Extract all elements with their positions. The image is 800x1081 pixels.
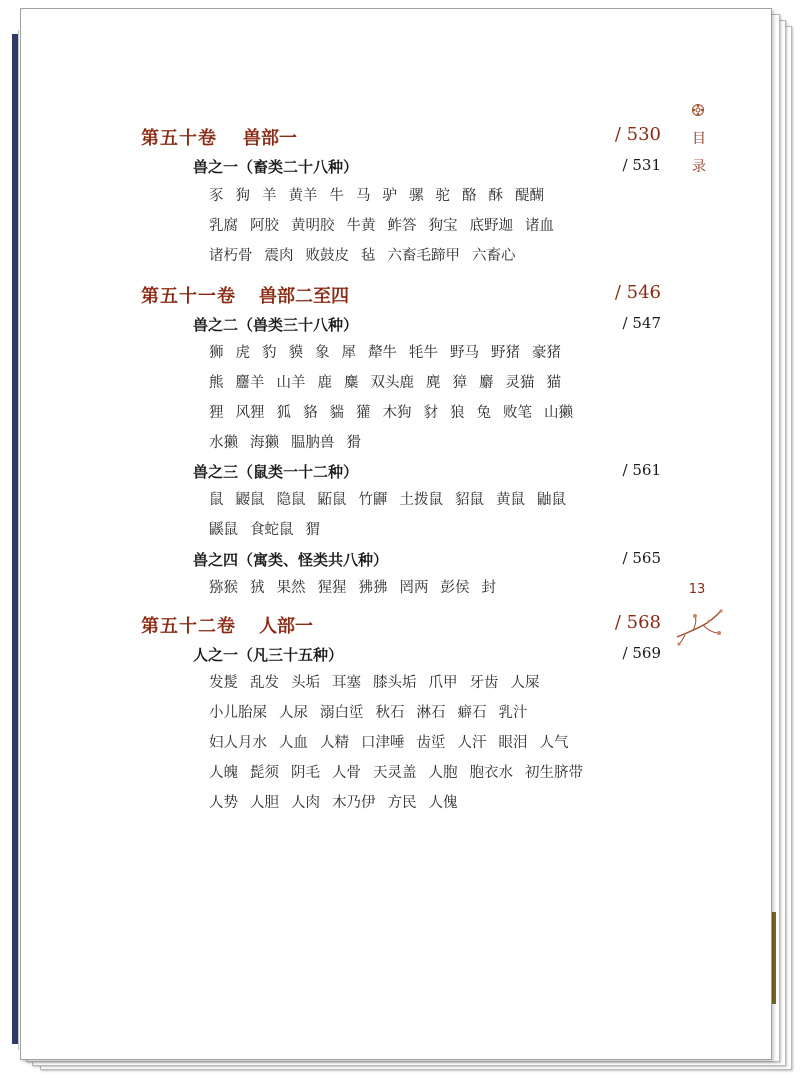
chapter-name: 人部一: [259, 616, 313, 637]
section-page: / 565: [622, 549, 661, 567]
flower-ornament-icon: [691, 103, 705, 117]
toc-entry[interactable]: 人气: [539, 735, 569, 751]
toc-entry[interactable]: 狗宝: [428, 218, 458, 234]
toc-entry[interactable]: 猩猩: [317, 580, 347, 596]
toc-entry[interactable]: 人肉: [291, 795, 320, 811]
toc-entry[interactable]: 彭侯: [440, 580, 470, 596]
toc-entry[interactable]: 豕: [209, 188, 224, 204]
toc-entry[interactable]: 酥: [488, 188, 503, 204]
toc-entry[interactable]: 狨: [250, 580, 265, 596]
toc-entry[interactable]: 黄鼠: [496, 492, 525, 508]
entry-line: [209, 791, 649, 812]
toc-entry[interactable]: 方民: [387, 795, 417, 811]
toc-entry[interactable]: 貂鼠: [455, 492, 484, 508]
toc-entry[interactable]: 人势: [209, 795, 238, 811]
toc-entry[interactable]: 豹: [262, 345, 277, 361]
chapter-heading[interactable]: [141, 124, 661, 150]
toc-entry[interactable]: 双头鹿: [370, 375, 414, 391]
toc-entry[interactable]: 木狗: [382, 405, 412, 421]
chapter-number: 第五十卷: [141, 128, 217, 149]
toc-entry[interactable]: 狒狒: [358, 580, 388, 596]
toc-entry[interactable]: 齿垽: [416, 735, 446, 751]
toc-entry[interactable]: 膝头垢: [373, 675, 417, 691]
toc-entry[interactable]: 象: [315, 345, 330, 361]
toc-entry[interactable]: 妇人月水: [209, 735, 267, 751]
toc-entry[interactable]: 癖石: [457, 705, 487, 721]
toc-entry[interactable]: 底野迦: [469, 218, 513, 234]
toc-entry[interactable]: 狸: [209, 405, 224, 421]
plum-branch-icon: [673, 607, 725, 647]
toc-entry[interactable]: 封: [481, 580, 496, 596]
toc-entry[interactable]: 羊: [262, 188, 277, 204]
entry-line: [209, 576, 649, 597]
toc-entry[interactable]: 小儿胎屎: [209, 705, 267, 721]
section-heading[interactable]: [193, 549, 661, 573]
toc-entry[interactable]: 獾: [356, 405, 371, 421]
toc-entry[interactable]: 豺: [423, 405, 438, 421]
toc-entry[interactable]: 酪: [462, 188, 477, 204]
toc-entry[interactable]: 土拨鼠: [399, 492, 443, 508]
entry-line: [209, 244, 649, 265]
toc-entry[interactable]: 人尿: [279, 705, 308, 721]
toc-entry[interactable]: 熊: [209, 375, 224, 391]
toc-entry[interactable]: 驼: [435, 188, 450, 204]
toc-entry[interactable]: 人血: [279, 735, 308, 751]
toc-entry[interactable]: 胞衣水: [469, 765, 513, 781]
toc-entry[interactable]: 风狸: [235, 405, 265, 421]
toc-entry[interactable]: 骡: [409, 188, 424, 204]
chapter-name: 兽部一: [243, 128, 297, 149]
section-heading[interactable]: [193, 314, 661, 338]
chapter-page: / 530: [614, 124, 661, 145]
section-title: 兽之三（鼠类一十二种）: [193, 463, 359, 481]
toc-entry[interactable]: 耳塞: [332, 675, 361, 691]
toc-entry[interactable]: 败笔: [503, 405, 532, 421]
toc-entry[interactable]: 鼠: [209, 492, 224, 508]
page-number: 13: [688, 582, 706, 597]
toc-entry[interactable]: 天灵盖: [373, 765, 417, 781]
toc-entry[interactable]: 麂: [426, 375, 441, 391]
entry-line: [209, 214, 649, 235]
entry-line: [209, 518, 649, 539]
toc-entry[interactable]: 人汗: [457, 735, 487, 751]
toc-entry[interactable]: 阴毛: [291, 765, 320, 781]
toc-entry[interactable]: 爪甲: [428, 675, 458, 691]
toc-entry[interactable]: 人傀: [428, 795, 458, 811]
section-page: / 531: [622, 156, 661, 174]
entry-line: [209, 184, 649, 205]
entry-line: [209, 431, 649, 452]
toc-entry[interactable]: 野猪: [491, 345, 520, 361]
toc-page: [20, 8, 772, 1060]
toc-entry[interactable]: 鹿: [317, 375, 332, 391]
toc-entry[interactable]: 貘: [288, 345, 303, 361]
section-page: / 547: [622, 314, 661, 332]
section-page: / 561: [622, 461, 661, 479]
toc-entry[interactable]: 牛: [329, 188, 344, 204]
section-title: 人之一（凡三十五种）: [193, 646, 344, 664]
entry-line: [209, 701, 649, 722]
toc-entry[interactable]: 乱发: [250, 675, 279, 691]
toc-entry[interactable]: 犀: [341, 345, 356, 361]
toc-entry[interactable]: 麝: [479, 375, 494, 391]
toc-entry[interactable]: 秋石: [375, 705, 405, 721]
toc-entry[interactable]: 麢羊: [235, 375, 265, 391]
toc-entry[interactable]: 髭须: [250, 765, 279, 781]
toc-entry[interactable]: 海獭: [250, 435, 279, 451]
chapter-page: / 546: [614, 282, 661, 303]
toc-entry[interactable]: 阿胶: [250, 218, 279, 234]
toc-entry[interactable]: 眼泪: [498, 735, 528, 751]
section-page: / 569: [622, 644, 661, 662]
toc-entry[interactable]: 野马: [450, 345, 479, 361]
toc-entry[interactable]: 驴: [382, 188, 397, 204]
toc-entry[interactable]: 食蛇鼠: [250, 522, 294, 538]
section-title: 兽之一（畜类二十八种）: [193, 158, 359, 176]
toc-entry[interactable]: 鼬鼠: [537, 492, 566, 508]
toc-entry[interactable]: 犛牛: [368, 345, 397, 361]
toc-entry[interactable]: 发髲: [209, 675, 238, 691]
toc-entry[interactable]: 腽肭兽: [291, 435, 335, 451]
chapter-number: 第五十一卷: [141, 286, 236, 307]
toc-entry[interactable]: 败鼓皮: [305, 248, 349, 264]
toc-entry[interactable]: 乳汁: [498, 705, 528, 721]
toc-entry[interactable]: 牙齿: [469, 675, 499, 691]
toc-entry[interactable]: 牛黄: [346, 218, 376, 234]
toc-entry[interactable]: 鼹鼠: [235, 492, 265, 508]
toc-entry[interactable]: 人胆: [250, 795, 279, 811]
entry-line: [209, 401, 649, 422]
chapter-page: / 568: [614, 612, 661, 633]
toc-entry[interactable]: 猾: [346, 435, 361, 451]
toc-entry[interactable]: 黄明胶: [291, 218, 335, 234]
section-heading[interactable]: [193, 156, 661, 180]
toc-entry[interactable]: 狼: [450, 405, 465, 421]
toc-entry[interactable]: 醍醐: [515, 188, 544, 204]
toc-entry[interactable]: 六畜心: [472, 248, 516, 264]
toc-entry[interactable]: 竹鼲: [358, 492, 388, 508]
toc-entry[interactable]: 溺白垽: [320, 705, 364, 721]
toc-entry[interactable]: 獐: [452, 375, 467, 391]
toc-entry[interactable]: 猫: [546, 375, 561, 391]
entry-line: [209, 671, 649, 692]
toc-entry[interactable]: 淋石: [416, 705, 446, 721]
toc-entry[interactable]: 狐: [276, 405, 291, 421]
toc-entry[interactable]: 豪猪: [532, 345, 561, 361]
toc-entry[interactable]: 木乃伊: [332, 795, 376, 811]
toc-entry[interactable]: 狮: [209, 345, 224, 361]
toc-entry[interactable]: 头垢: [291, 675, 320, 691]
toc-entry[interactable]: 乳腐: [209, 218, 238, 234]
toc-entry[interactable]: 山獭: [544, 405, 573, 421]
entry-line: [209, 488, 649, 509]
entry-line: [209, 761, 649, 782]
toc-entry[interactable]: 牦牛: [409, 345, 438, 361]
toc-entry[interactable]: 口津唾: [361, 735, 405, 751]
toc-entry[interactable]: 灵猫: [505, 375, 535, 391]
toc-entry[interactable]: 貒: [329, 405, 344, 421]
toc-entry[interactable]: 果然: [276, 580, 306, 596]
toc-label-2: 录: [692, 159, 706, 175]
toc-entry[interactable]: 诸朽骨: [209, 248, 253, 264]
toc-entry[interactable]: 鼷鼠: [209, 522, 238, 538]
chapter-heading[interactable]: [141, 282, 661, 308]
toc-entry[interactable]: 人屎: [510, 675, 540, 691]
toc-entry[interactable]: 初生脐带: [525, 765, 583, 781]
toc-entry[interactable]: 狗: [235, 188, 250, 204]
toc-entry[interactable]: 震肉: [264, 248, 294, 264]
section-heading[interactable]: [193, 461, 661, 485]
toc-entry[interactable]: 山羊: [276, 375, 306, 391]
toc-entry[interactable]: 人精: [320, 735, 349, 751]
section-title: 兽之二（兽类三十八种）: [193, 316, 359, 334]
toc-entry[interactable]: 黄羊: [288, 188, 318, 204]
toc-entry[interactable]: 毡: [361, 248, 376, 264]
toc-label-1: 目: [692, 131, 706, 147]
toc-entry[interactable]: 鼫鼠: [317, 492, 347, 508]
toc-entry[interactable]: 鲊答: [387, 218, 417, 234]
toc-entry[interactable]: 马: [356, 188, 371, 204]
chapter-heading[interactable]: [141, 612, 661, 638]
toc-entry[interactable]: 麋: [344, 375, 359, 391]
toc-entry[interactable]: 人胞: [428, 765, 458, 781]
chapter-number: 第五十二卷: [141, 616, 236, 637]
toc-entry[interactable]: 罔两: [399, 580, 429, 596]
entry-line: [209, 341, 649, 362]
toc-entry[interactable]: 诸血: [525, 218, 554, 234]
toc-entry[interactable]: 猬: [305, 522, 320, 538]
toc-entry[interactable]: 貉: [303, 405, 318, 421]
chapter-name: 兽部二至四: [259, 286, 349, 307]
toc-entry[interactable]: 六畜毛蹄甲: [387, 248, 460, 264]
toc-entry[interactable]: 兔: [476, 405, 491, 421]
toc-entry[interactable]: 人魄: [209, 765, 238, 781]
toc-entry[interactable]: 水獭: [209, 435, 238, 451]
toc-entry[interactable]: 隐鼠: [276, 492, 306, 508]
toc-entry[interactable]: 虎: [235, 345, 250, 361]
section-title: 兽之四（寓类、怪类共八种）: [193, 551, 389, 569]
entry-line: [209, 731, 649, 752]
section-heading[interactable]: [193, 644, 661, 668]
toc-side-label: [687, 125, 711, 181]
toc-entry[interactable]: 人骨: [332, 765, 361, 781]
entry-line: [209, 371, 649, 392]
toc-entry[interactable]: 猕猴: [209, 580, 238, 596]
